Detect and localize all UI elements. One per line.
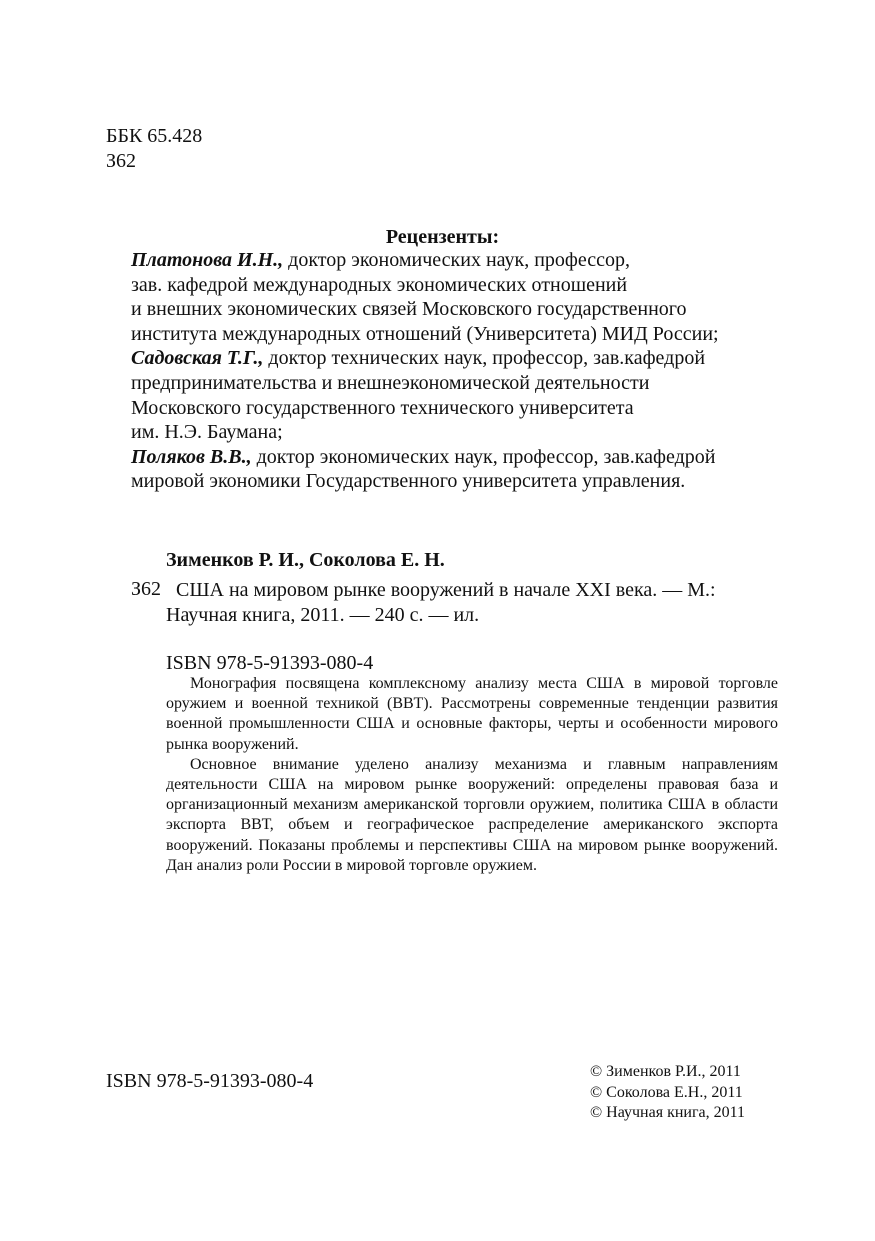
annotation-paragraph-1: Монография посвящена комплексному анализу места США в мировой торговле оружием и военной техникой (ВВТ). Рассмотрены современные тенденции развития военной промышленности США и основные факторы, черты и особенности мирового рынка вооружений. — [166, 675, 778, 753]
book-title-line-1: США на мировом рынке вооружений в начале XXI века. — М.: — [176, 579, 716, 601]
reviewer-2-line-1: Садовская Т.Г., доктор технических наук, профессор, зав.кафедрой — [131, 347, 706, 370]
reviewer-1-line-4: института международных отношений (Университета) МИД России; — [131, 322, 719, 345]
book-title — [166, 578, 716, 628]
reviewer-1-line-1: Платонова И.Н., доктор экономических наук, профессор, — [131, 249, 631, 271]
footer-isbn: ISBN 978-5-91393-080-4 — [106, 1070, 314, 1092]
reviewer-2-name: Садовская Т.Г., — [131, 347, 264, 370]
book-authors: Зименков Р. И., Соколова Е. Н. — [166, 549, 445, 571]
author-index: З62 — [106, 150, 137, 172]
annotation-paragraph-2: Основное внимание уделено анализу механизма и главным направлениям деятельности США на мировом рынке вооружений: определены правовая база и организационный механизм американской торговли оружием, политика США в области экспорта ВВТ, объем и географическое распределение американского экспорта вооружений. Показаны проблемы и перспективы США на мировом рынке вооружений. Дан анализ роли России в мировой торговле оружием. — [166, 755, 778, 874]
reviewer-2-line-4: им. Н.Э. Баумана; — [131, 421, 283, 444]
reviewer-1-name: Платонова И.Н., — [131, 249, 284, 271]
bbk-code: ББК 65.428 — [106, 125, 203, 147]
book-index: З62 — [131, 578, 162, 600]
reviewer-3-line-1: Поляков В.В., доктор экономических наук, профессор, зав.кафедрой — [131, 445, 716, 468]
reviewer-2-line-3: Московского государственного технического университета — [131, 396, 634, 419]
copyright-line: © Научная книга, 2011 — [590, 1104, 746, 1121]
reviewer-3-line-2: мировой экономики Государственного университета управления. — [131, 470, 686, 493]
annotation — [166, 674, 778, 876]
book-isbn: ISBN 978-5-91393-080-4 — [166, 652, 374, 674]
copyright-line: © Зименков Р.И., 2011 — [590, 1063, 741, 1080]
reviewers-heading: Рецензенты: — [385, 226, 500, 248]
bbk-block — [106, 124, 202, 174]
reviewer-1-line-3: и внешних экономических связей Московского государственного — [131, 298, 687, 321]
copyright-block — [590, 1062, 745, 1124]
book-title-line-2: Научная книга, 2011. — 240 с. — ил. — [166, 604, 480, 626]
reviewer-1-line-2: зав. кафедрой международных экономических отношений — [131, 273, 628, 296]
reviewers-list — [131, 248, 719, 494]
copyright-line: © Соколова Е.Н., 2011 — [590, 1083, 743, 1101]
reviewer-3-name: Поляков В.В., — [131, 445, 252, 468]
reviewer-2-line-2: предпринимательства и внешнеэкономической деятельности — [131, 371, 650, 394]
